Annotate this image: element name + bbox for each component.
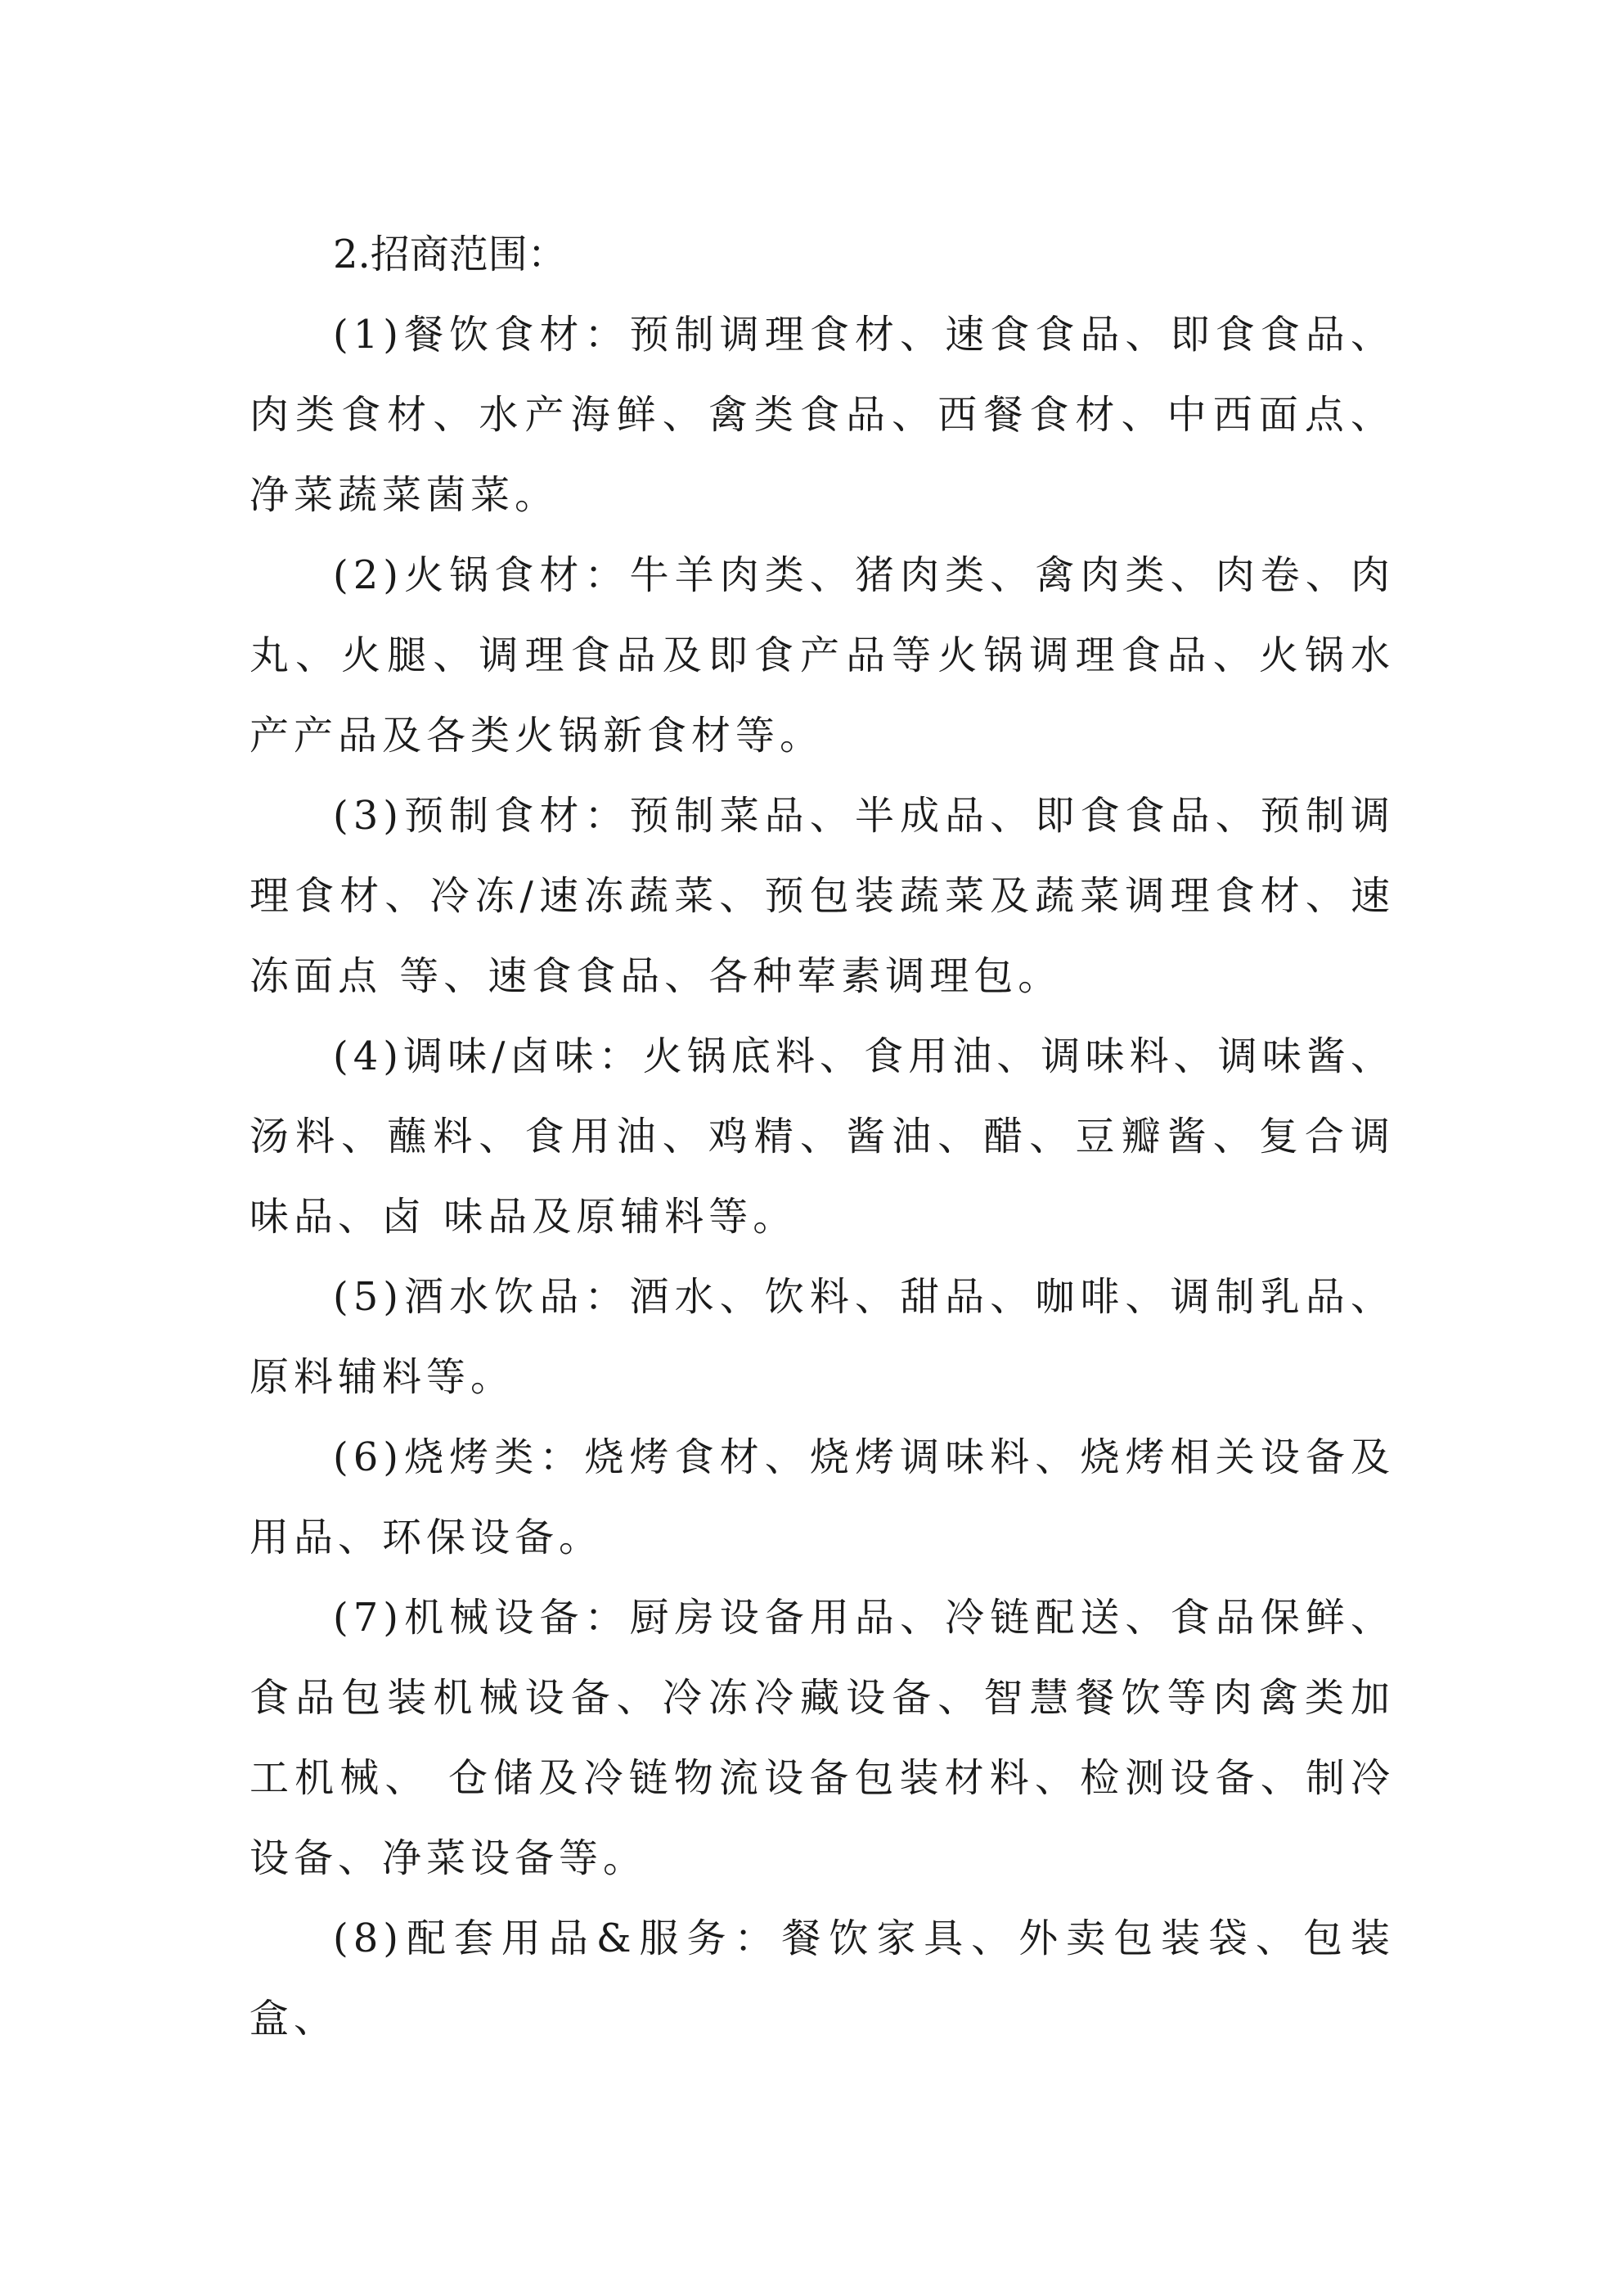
document-body: [250, 214, 1395, 2059]
section-heading: 2.招商范围：: [333, 232, 567, 277]
paragraph-beverages: (5)酒水饮品：酒水、饮料、甜品、咖啡、调制乳品、原料辅料等。: [250, 1274, 1395, 1400]
paragraph-seasoning-braised: (4)调味/卤味：火锅底料、食用油、调味料、调味酱、汤料、蘸料、食用油、鸡精、酱油、醋、豆瓣酱、复合调味品、卤 味品及原辅料等。: [250, 1033, 1395, 1240]
paragraph-hotpot-ingredients: (2)火锅食材：牛羊肉类、猪肉类、禽肉类、肉卷、肉丸、火腿、调理食品及即食产品等火锅调理食品、火锅水产产品及各类火锅新食材等。: [250, 552, 1395, 759]
paragraph-machinery: (7)机械设备：厨房设备用品、冷链配送、食品保鲜、食品包装机械设备、冷冻冷藏设备、智慧餐饮等肉禽类加工机械、 仓储及冷链物流设备包装材料、检测设备、制冷设备、净菜设备等。: [250, 1595, 1395, 1881]
paragraph-barbecue: (6)烧烤类：烧烤食材、烧烤调味料、烧烤相关设备及用品、环保设备。: [250, 1434, 1395, 1560]
paragraph-prepared-ingredients: (3)预制食材：预制菜品、半成品、即食食品、预制调理食材、冷冻/速冻蔬菜、预包装蔬菜及蔬菜调理食材、速冻面点 等、速食食品、各种荤素调理包。: [250, 793, 1395, 999]
paragraph-catering-ingredients: (1)餐饮食材：预制调理食材、速食食品、即食食品、肉类食材、水产海鲜、禽类食品、西餐食材、中西面点、净菜蔬菜菌菜。: [250, 312, 1395, 518]
paragraph-supplies-services: (8)配套用品&服务：餐饮家具、外卖包装袋、包装盒、: [250, 1916, 1395, 2042]
